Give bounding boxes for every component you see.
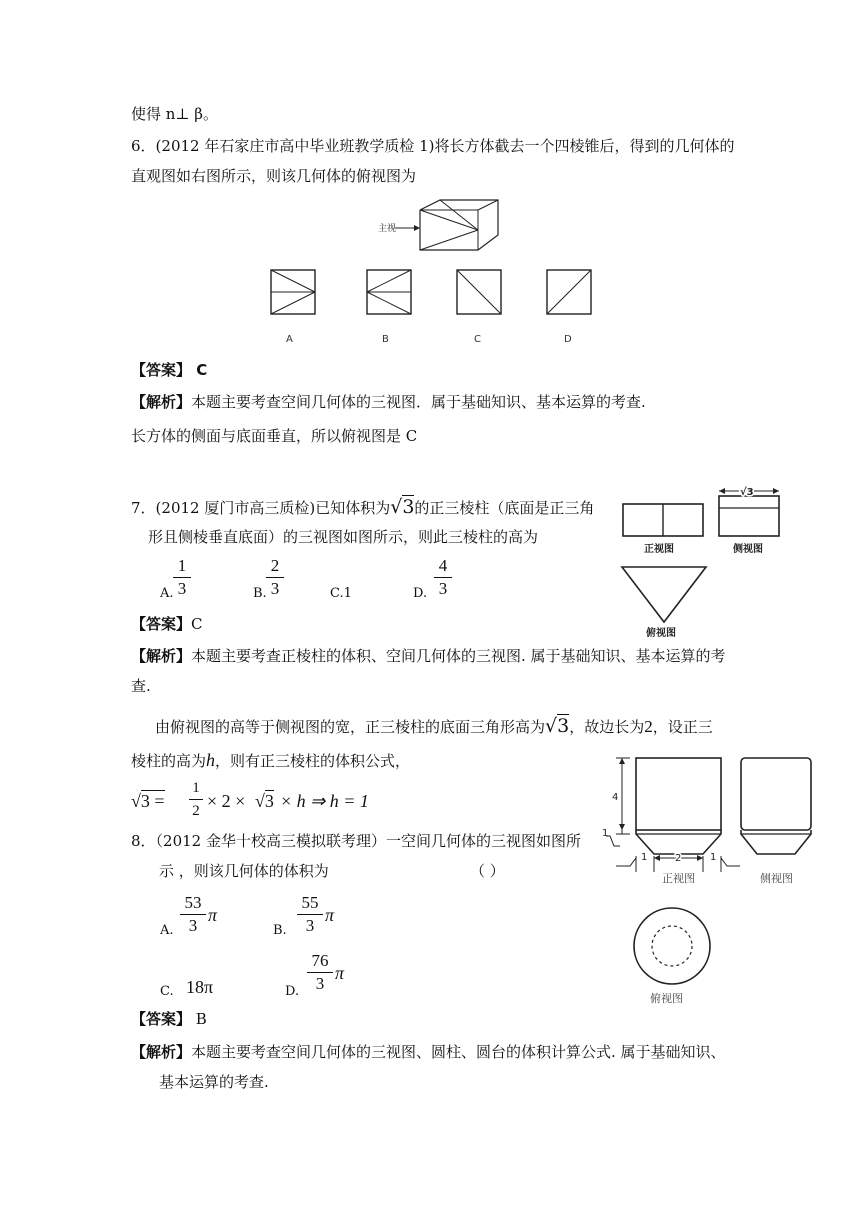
q6-line2: 直观图如右图所示，则该几何体的俯视图为 — [131, 167, 417, 185]
q8-opt-d-den: 3 — [315, 974, 325, 993]
q8-answer — [131, 1009, 207, 1029]
q6-option-a-label: A — [286, 334, 293, 345]
q8-three-views-figure — [600, 748, 830, 1048]
q7-formula-frac — [189, 778, 203, 821]
q7-explain1a: 由俯视图的高等于侧视图的宽，正三棱柱的底面三角形高为 — [155, 718, 546, 736]
q7-line2: 形且侧棱垂直底面）的三视图如图所示，则此三棱柱的高为 — [148, 528, 539, 546]
q7-top-label: 俯视图 — [646, 628, 676, 639]
q6-option-c-label: C — [474, 334, 481, 345]
q8-opt-b-num: 55 — [301, 893, 319, 912]
q6-option-a-shape — [271, 270, 315, 314]
q7-side-dim: √3 — [740, 487, 754, 498]
q8-opt-b-frac — [297, 893, 323, 936]
q6-analysis — [131, 392, 646, 412]
q8-analysis2: 基本运算的考查. — [159, 1073, 269, 1091]
q8-dim-1c: 1 — [710, 852, 717, 863]
q8-analysis-text: 本题主要考查空间几何体的三视图、圆柱、圆台的体积计算公式. 属于基础知识、 — [191, 1043, 726, 1061]
q6-answer-tag: 【答案】 — [131, 361, 192, 379]
q6-view-label: 主视 — [378, 224, 397, 234]
q7-formula-num: 1 — [192, 780, 200, 796]
q6-option-c-shape — [457, 270, 501, 314]
q7-answer-value: C — [191, 615, 203, 633]
q7-explain-sqrt3: √3 — [545, 715, 570, 737]
q7-line1a: 7．(2012 厦门市高三质检)已知体积为 — [131, 499, 391, 517]
q8-top-view — [634, 908, 710, 984]
q7-formula-tail: × h ⇒ h = 1 — [280, 791, 369, 811]
q6-answer — [131, 360, 207, 380]
q8-top-label: 俯视图 — [650, 992, 683, 1005]
q6-analysis-tag: 【解析】 — [131, 393, 192, 411]
q8-line2: 示 ，则该几何体的体积为 — [159, 862, 329, 880]
q7-analysis-tag: 【解析】 — [131, 647, 192, 665]
q7-side-label: 侧视图 — [733, 544, 763, 555]
q6-option-d-shape — [547, 270, 591, 314]
q8-answer-value: B — [195, 1010, 207, 1028]
q7-opt-b-den: 3 — [270, 579, 280, 598]
q7-opt-b-frac — [266, 556, 284, 599]
q7-three-views-figure — [616, 482, 786, 642]
q7-explain2 — [131, 750, 410, 771]
q7-opt-a: A. — [160, 586, 174, 601]
q8-dim-1a: 1 — [602, 828, 609, 839]
q7-explain2a: 棱柱的高为 — [131, 752, 207, 770]
q7-opt-b-num: 2 — [270, 556, 280, 575]
intro-line: 使得 n⊥ β。 — [131, 105, 218, 123]
q6-line1: 6．(2012 年石家庄市高中毕业班教学质检 1)将长方体截去一个四棱锥后，得到的几何体的 — [131, 137, 735, 155]
q8-opt-b-den: 3 — [305, 916, 315, 935]
q8-opt-a-den: 3 — [188, 916, 198, 935]
q8-line1: 8．（2012 金华十校高三模拟联考理）一空间几何体的三视图如图所 — [131, 832, 581, 850]
q7-analysis2: 查. — [131, 677, 151, 695]
q8-side-view — [741, 758, 811, 854]
q6-answer-value: C — [196, 361, 208, 379]
q6-perspective-figure — [370, 195, 500, 255]
q8-opt-d-pi: π — [335, 963, 345, 983]
q8-front-view — [636, 758, 721, 854]
q8-analysis-tag: 【解析】 — [131, 1043, 192, 1061]
q8-dim-1b: 1 — [641, 852, 648, 863]
q6-options-figure — [262, 262, 607, 357]
q6-option-b-label: B — [382, 334, 389, 345]
q7-formula-sqrt: √3 — [255, 791, 274, 811]
q7-front-view — [623, 504, 703, 536]
q8-opt-a-num: 53 — [184, 893, 202, 912]
q8-front-label: 正视图 — [662, 872, 695, 885]
q6-option-d-label: D — [564, 334, 572, 345]
q7-explain2b: h — [206, 750, 216, 770]
q7-sqrt3: √3 — [390, 496, 415, 518]
q7-opt-d-frac — [434, 556, 452, 599]
q7-analysis-text: 本题主要考查正棱柱的体积、空间几何体的三视图. 属于基础知识、基本运算的考 — [191, 647, 726, 665]
q8-opt-d-num: 76 — [311, 951, 329, 970]
q7-line1b: 的正三棱柱（底面是正三角 — [414, 499, 595, 517]
q7-answer-tag: 【答案】 — [131, 615, 192, 633]
q7-top-view — [622, 567, 706, 622]
q8-opt-a: A. — [160, 923, 174, 938]
q7-formula-den: 2 — [192, 803, 200, 819]
q7-explain1d: ，设正三 — [652, 718, 713, 736]
q7-opt-a-den: 3 — [177, 579, 187, 598]
q7-opt-a-frac — [173, 556, 191, 599]
q7-analysis — [131, 646, 726, 666]
q7-opt-d: D. — [413, 586, 428, 601]
q8-answer-tag: 【答案】 — [131, 1010, 192, 1028]
q7-answer — [131, 614, 203, 634]
q8-dim-2: 2 — [675, 853, 682, 864]
q7-explain1b: ，故边长为 — [569, 718, 645, 736]
q8-analysis — [131, 1042, 726, 1062]
q8-opt-b: B. — [273, 923, 287, 938]
q8-opt-c: C. — [160, 984, 174, 999]
q7-formula-right: × 2 × — [207, 791, 246, 811]
q7-explain1 — [155, 716, 713, 737]
q8-opt-a-pi: π — [208, 905, 218, 925]
q7-line1 — [131, 497, 594, 518]
q6-analysis-text: 本题主要考查空间几何体的三视图．属于基础知识、基本运算的考查. — [191, 393, 646, 411]
q7-opt-d-num: 4 — [438, 556, 448, 575]
q7-formula-left: √3 = — [131, 791, 165, 811]
q6-explain: 长方体的侧面与底面垂直，所以俯视图是 C — [131, 427, 418, 445]
q8-opt-d-frac — [307, 951, 333, 994]
q7-explain2c: ，则有正三棱柱的体积公式， — [215, 752, 411, 770]
q7-explain1c: 2 — [644, 717, 653, 736]
q7-front-label: 正视图 — [644, 544, 674, 555]
q6-option-b-shape — [367, 270, 411, 314]
q8-dim-4: 4 — [612, 792, 619, 803]
q8-opt-c-value: 18π — [186, 977, 214, 997]
q8-opt-d: D. — [285, 984, 300, 999]
q8-opt-a-frac — [180, 893, 206, 936]
q7-opt-d-den: 3 — [438, 579, 448, 598]
q7-opt-c: C.1 — [330, 586, 352, 601]
q8-paren: （ ） — [470, 862, 505, 880]
q7-opt-b: B. — [253, 586, 267, 601]
q7-opt-a-num: 1 — [177, 556, 187, 575]
q8-side-label: 侧视图 — [760, 872, 793, 885]
q8-opt-b-pi: π — [325, 905, 335, 925]
